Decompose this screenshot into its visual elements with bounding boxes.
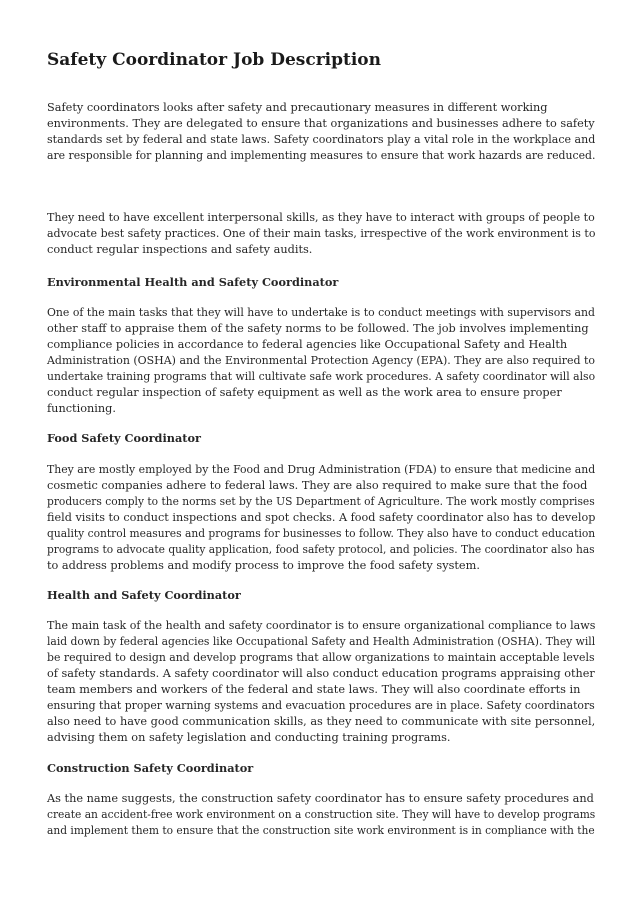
text-line: They need to have excellent interpersonal skills, as they have to interact with groups of people to — [47, 211, 595, 224]
intro-paragraph — [47, 100, 595, 164]
text-line: also need to have good communication skills, as they need to communicate with site personnel, — [47, 715, 596, 728]
text-line: standards set by federal and state laws. Safety coordinators play a vital role in the workplace and — [47, 133, 596, 146]
text-line: environments. They are delegated to ensure that organizations and businesses adhere to safety — [47, 117, 595, 130]
text-line: One of the main tasks that they will have to undertake is to conduct meetings with supervisors and — [47, 306, 595, 319]
section-body-environmental — [47, 305, 595, 417]
skills-paragraph — [47, 210, 595, 258]
text-line: laid down by federal agencies like Occupational Safety and Health Administration (OSHA). They will — [47, 635, 596, 648]
text-line: are responsible for planning and implementing measures to ensure that work hazards are reduced. — [47, 149, 596, 162]
section-heading-construction: Construction Safety Coordinator — [47, 761, 254, 775]
text-line: compliance policies in accordance to federal agencies like Occupational Safety and Health — [47, 338, 568, 351]
text-line: ensuring that proper warning systems and evacuation procedures are in place. Safety coordinators — [47, 699, 595, 712]
text-line: advocate best safety practices. One of their main tasks, irrespective of the work environment is to — [47, 227, 596, 240]
text-line: Administration (OSHA) and the Environmental Protection Agency (EPA). They are also required to — [47, 354, 596, 367]
text-line: programs to advocate quality application, food safety protocol, and policies. The coordinator also has — [47, 543, 595, 556]
text-line: field visits to conduct inspections and spot checks. A food safety coordinator also has to develop — [47, 511, 596, 524]
text-line: cosmetic companies adhere to federal laws. They are also required to make sure that the food — [47, 479, 588, 492]
text-line: other staff to appraise them of the safety norms to be followed. The job involves implementing — [47, 322, 589, 335]
text-line: The main task of the health and safety coordinator is to ensure organizational compliance to laws — [47, 619, 596, 632]
text-line: to address problems and modify process to improve the food safety system. — [47, 559, 480, 572]
section-heading-health: Health and Safety Coordinator — [47, 588, 241, 602]
section-body-health — [47, 618, 595, 746]
text-line: They are mostly employed by the Food and Drug Administration (FDA) to ensure that medicine and — [47, 463, 596, 476]
text-line: be required to design and develop programs that allow organizations to maintain acceptable levels — [47, 651, 595, 664]
text-line: Safety coordinators looks after safety and precautionary measures in different working — [47, 101, 548, 114]
section-heading-food: Food Safety Coordinator — [47, 431, 201, 445]
text-line: advising them on safety legislation and conducting training programs. — [47, 731, 451, 744]
text-line: functioning. — [47, 402, 117, 415]
text-line: and implement them to ensure that the construction site work environment is in compliance with the — [47, 824, 595, 837]
text-line: quality control measures and programs for businesses to follow. They also have to conduct education — [47, 527, 596, 540]
section-body-construction — [47, 791, 595, 839]
section-body-food — [47, 462, 595, 574]
section-heading-environmental: Environmental Health and Safety Coordinator — [47, 275, 339, 289]
page-title: Safety Coordinator Job Description — [47, 50, 381, 70]
text-line: team members and workers of the federal and state laws. They will also coordinate efforts in — [47, 683, 581, 696]
text-line: conduct regular inspection of safety equipment as well as the work area to ensure proper — [47, 386, 562, 399]
text-line: undertake training programs that will cultivate safe work procedures. A safety coordinator will also — [47, 370, 596, 383]
text-line: of safety standards. A safety coordinator will also conduct education programs appraising other — [47, 667, 595, 680]
text-line: conduct regular inspections and safety audits. — [47, 243, 313, 256]
text-line: create an accident-free work environment on a construction site. They will have to develop programs — [47, 808, 596, 821]
text-line: producers comply to the norms set by the US Department of Agriculture. The work mostly comprises — [47, 495, 595, 508]
text-line: As the name suggests, the construction safety coordinator has to ensure safety procedures and — [47, 792, 594, 805]
